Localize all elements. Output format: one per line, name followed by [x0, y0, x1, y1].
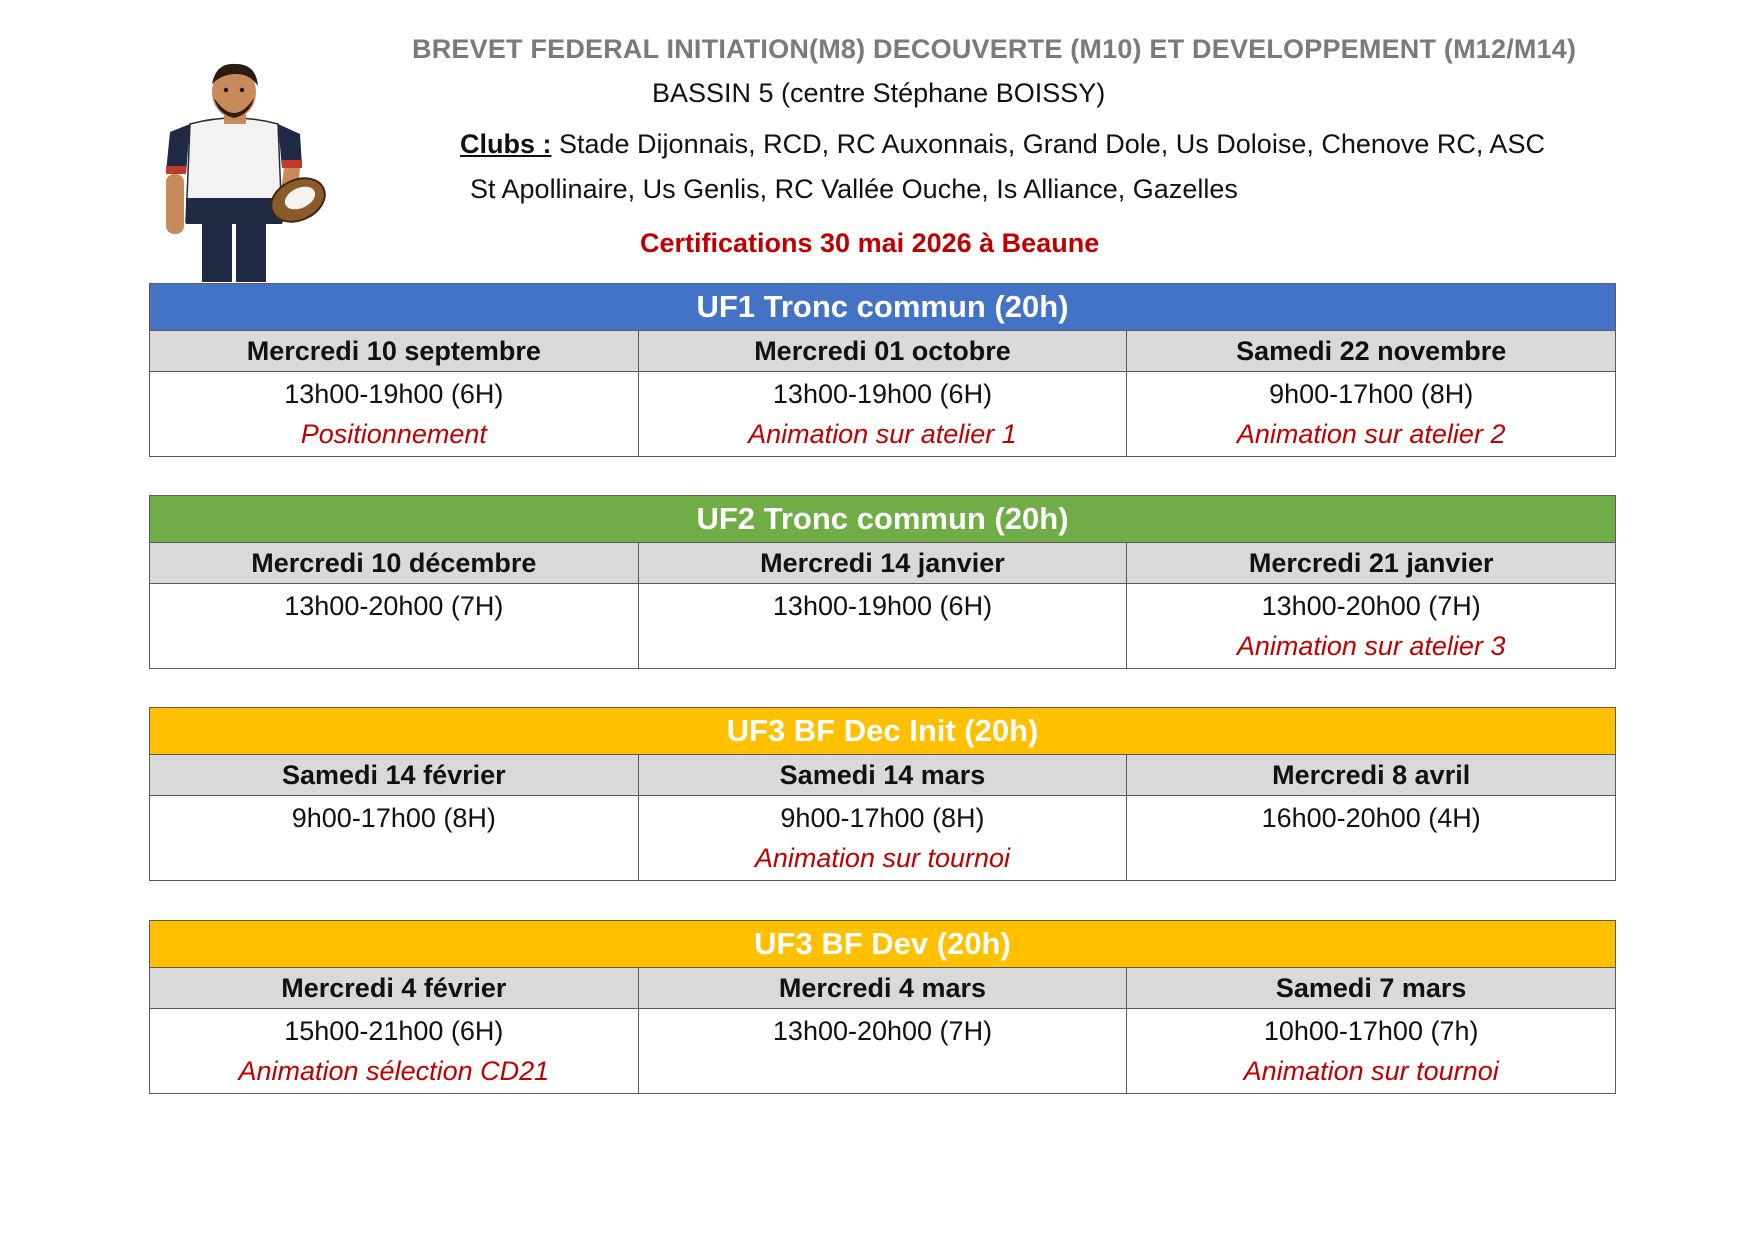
- session-date: Mercredi 10 septembre: [150, 331, 639, 372]
- session-time: 13h00-20h00 (7H): [772, 1016, 993, 1046]
- clubs-label: Clubs :: [460, 129, 552, 159]
- session-date: Mercredi 10 décembre: [150, 543, 639, 584]
- session-cell: [150, 584, 639, 669]
- session-time: 13h00-20h00 (7H): [1261, 591, 1481, 621]
- session-cell: [638, 1009, 1127, 1094]
- session-date: Mercredi 8 avril: [1127, 755, 1616, 796]
- session-note: Animation sur tournoi: [754, 843, 1011, 873]
- session-date: Samedi 14 février: [150, 755, 639, 796]
- clubs-line-1: [460, 122, 1640, 167]
- session-note: Animation sur tournoi: [1243, 1056, 1499, 1086]
- session-time: 16h00-20h00 (4H): [1261, 803, 1481, 833]
- session-date: Mercredi 01 octobre: [638, 331, 1127, 372]
- session-date: Mercredi 4 février: [150, 968, 639, 1009]
- session-date: Mercredi 21 janvier: [1127, 543, 1616, 584]
- session-cell: [150, 372, 639, 457]
- session-cell: [150, 796, 639, 881]
- certification-date: Certifications 30 mai 2026 à Beaune: [640, 228, 1100, 258]
- session-date: Mercredi 14 janvier: [638, 543, 1127, 584]
- uf3-dev-table: [149, 920, 1616, 1094]
- session-note: Positionnement: [300, 419, 487, 449]
- uf3-dev-title: UF3 BF Dev (20h): [150, 921, 1616, 968]
- session-date: Samedi 22 novembre: [1127, 331, 1616, 372]
- session-cell: [638, 372, 1127, 457]
- session-time: 15h00-21h00 (6H): [284, 1016, 504, 1046]
- uf1-title: UF1 Tronc commun (20h): [150, 284, 1616, 331]
- session-date: Samedi 7 mars: [1127, 968, 1616, 1009]
- session-cell: [638, 796, 1127, 881]
- session-note: Animation sélection CD21: [238, 1056, 550, 1086]
- session-time: 10h00-17h00 (7h): [1263, 1016, 1479, 1046]
- document-title: BREVET FEDERAL INITIATION(M8) DECOUVERTE (M10) ET DEVELOPPEMENT (M12/M14): [412, 34, 1577, 64]
- session-note: Animation sur atelier 1: [748, 419, 1017, 449]
- session-time: 13h00-19h00 (6H): [284, 379, 504, 409]
- session-time: 9h00-17h00 (8H): [291, 803, 496, 833]
- session-cell: [1127, 584, 1616, 669]
- uf3-dec-init-table: [149, 707, 1616, 881]
- session-note: Animation sur atelier 3: [1236, 631, 1506, 661]
- uf3-dec-init-title: UF3 BF Dec Init (20h): [150, 708, 1616, 755]
- clubs-block: [460, 122, 1640, 212]
- session-cell: [638, 584, 1127, 669]
- session-time: 13h00-19h00 (6H): [772, 591, 993, 621]
- session-cell: [1127, 372, 1616, 457]
- session-date: Samedi 14 mars: [638, 755, 1127, 796]
- uf1-table: [149, 283, 1616, 457]
- session-date: Mercredi 4 mars: [638, 968, 1127, 1009]
- session-time: 13h00-20h00 (7H): [284, 591, 504, 621]
- session-time: 9h00-17h00 (8H): [1269, 379, 1474, 409]
- session-note: Animation sur atelier 2: [1236, 419, 1506, 449]
- document-subtitle: BASSIN 5 (centre Stéphane BOISSY): [652, 78, 1106, 108]
- session-cell: [150, 1009, 639, 1094]
- session-cell: [1127, 796, 1616, 881]
- rugby-player-illustration-icon: [150, 62, 326, 282]
- uf2-table: [149, 495, 1616, 669]
- uf2-title: UF2 Tronc commun (20h): [150, 496, 1616, 543]
- session-cell: [1127, 1009, 1616, 1094]
- clubs-list-1: Stade Dijonnais, RCD, RC Auxonnais, Grand Dole, Us Doloise, Chenove RC, ASC: [551, 129, 1545, 159]
- session-time: 13h00-19h00 (6H): [772, 379, 993, 409]
- clubs-list-2: St Apollinaire, Us Genlis, RC Vallée Ouche, Is Alliance, Gazelles: [470, 174, 1238, 204]
- session-time: 9h00-17h00 (8H): [780, 803, 985, 833]
